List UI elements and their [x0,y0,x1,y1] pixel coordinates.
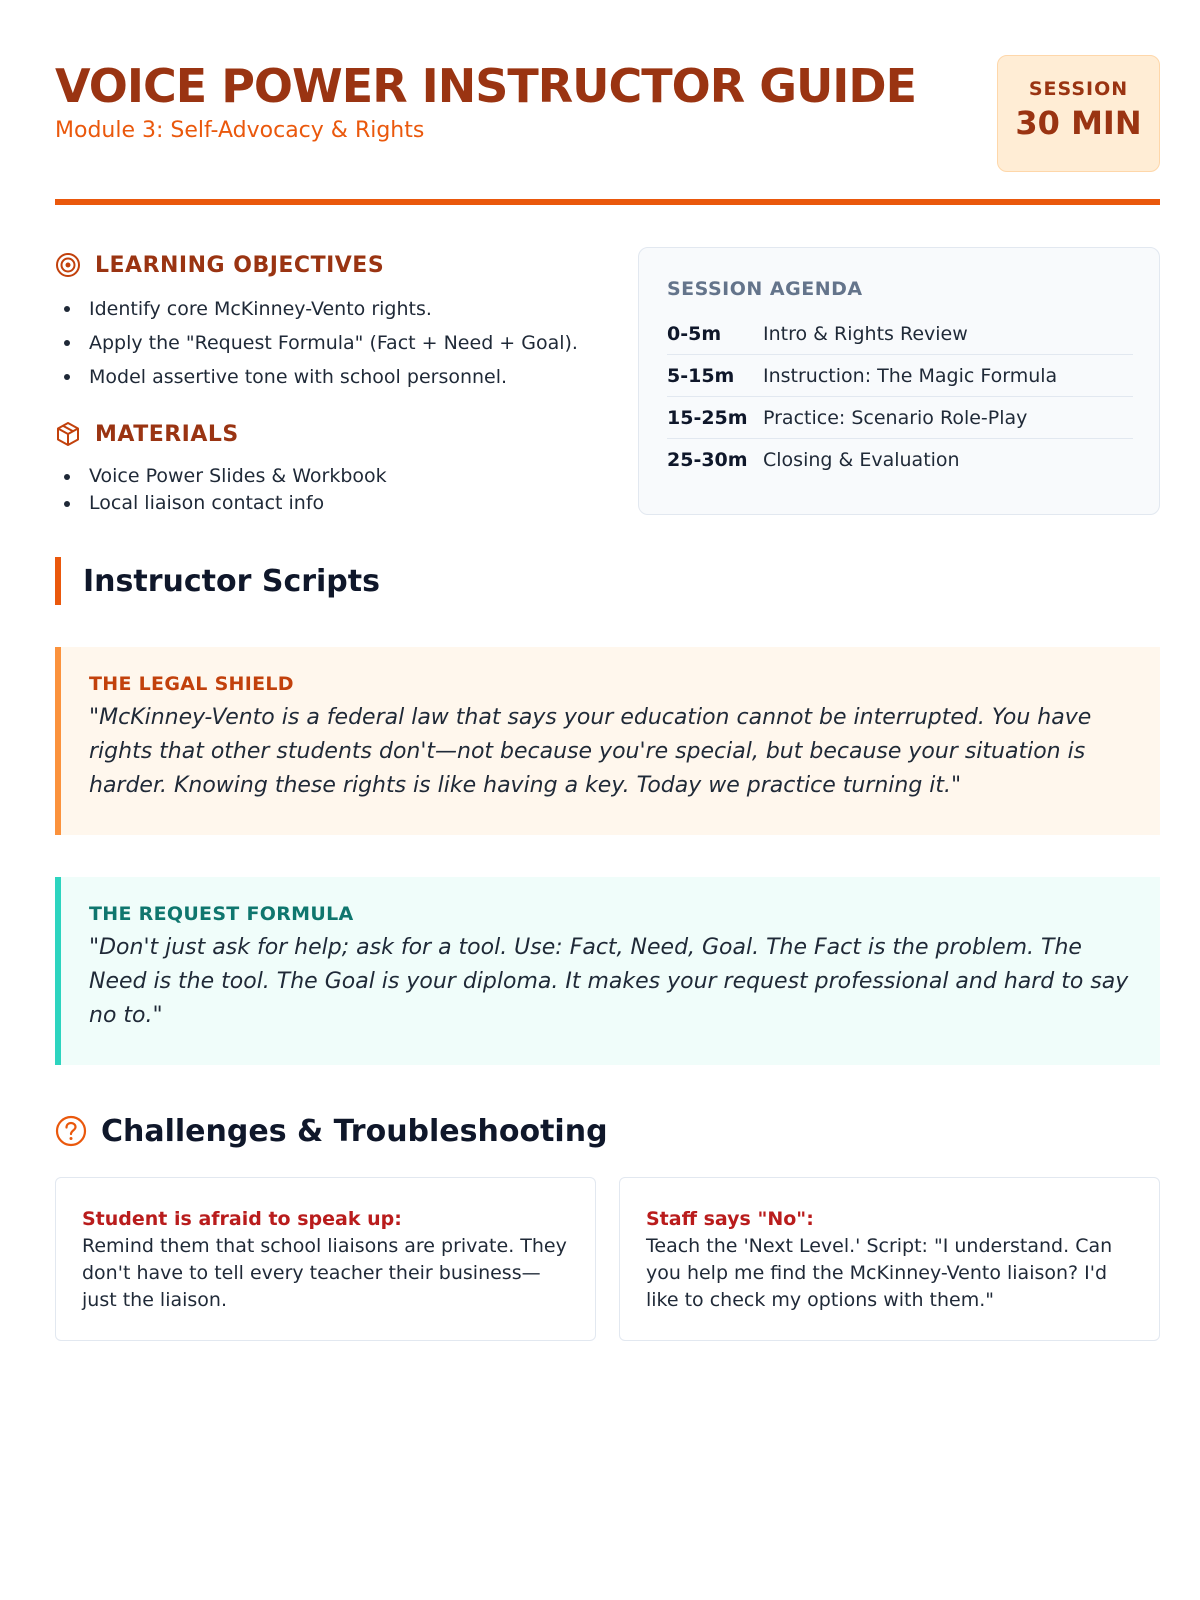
target-icon [55,252,81,278]
script-legal-shield [55,647,1160,835]
materials-list [55,463,387,517]
agenda-time: 25-30m [667,449,748,471]
challenge-card [619,1177,1160,1341]
objectives-heading-label: LEARNING OBJECTIVES [95,252,385,278]
instructor-guide-page [55,0,1160,1600]
agenda-task: Intro & Rights Review [763,322,968,345]
script-quote: "Don't just ask for help; ask for a tool. Use: Fact, Need, Goal. The Fact is the problem. The Need is the tool. The Goal is your diploma. It makes your request professional and hard to say no to." [89,935,1129,1028]
agenda-row [667,355,1133,397]
agenda-task: Instruction: The Magic Formula [763,364,1058,387]
list-item: Voice Power Slides & Workbook [55,463,387,490]
objectives-list [55,292,578,394]
challenge-title: Student is afraid to speak up: [82,1208,402,1230]
list-item: Model assertive tone with school personnel. [55,360,578,394]
session-agenda-card [638,247,1160,515]
script-request-formula [55,877,1160,1065]
package-icon [55,421,81,447]
list-item: Local liaison contact info [55,490,387,517]
scripts-heading [55,557,380,605]
session-value: 30 MIN [1015,104,1142,142]
script-label: THE LEGAL SHIELD [89,673,294,695]
materials-heading-label: MATERIALS [95,421,239,447]
scripts-heading-label: Instructor Scripts [83,563,380,599]
agenda-row [667,313,1133,355]
challenges-heading [55,1112,608,1150]
challenge-card [55,1177,596,1341]
agenda-table [667,313,1133,481]
materials-heading [55,419,239,449]
script-quote: "McKinney-Vento is a federal law that says your education cannot be interrupted. You have rights that other students don't—not because you're special, but because your situation is harder. Knowing these rights is like having a key. Today we practice turning it." [89,705,1092,798]
agenda-row [667,439,1133,481]
agenda-title: SESSION AGENDA [667,278,863,300]
session-label: SESSION [1028,78,1129,100]
challenge-text: Teach the 'Next Level.' Script: "I understand. Can you help me find the McKinney-Vento liaison? I'd like to check my options with them." [646,1235,1113,1311]
agenda-time: 5-15m [667,364,735,387]
script-label: THE REQUEST FORMULA [89,903,354,925]
help-circle-icon [55,1115,87,1147]
list-item: Identify core McKinney-Vento rights. [55,292,578,326]
guide-header [55,55,1160,170]
header-divider [55,199,1160,205]
agenda-time: 0-5m [667,322,722,345]
challenge-text: Remind them that school liaisons are private. They don't have to tell every teacher their business—just the liaison. [82,1235,567,1311]
challenge-title: Staff says "No": [646,1208,814,1230]
objectives-heading [55,250,384,280]
challenges-heading-label: Challenges & Troubleshooting [101,1113,608,1149]
agenda-task: Closing & Evaluation [763,449,960,471]
agenda-task: Practice: Scenario Role-Play [763,406,1028,429]
agenda-time: 15-25m [667,406,748,429]
list-item: Apply the "Request Formula" (Fact + Need + Goal). [55,326,578,360]
agenda-row [667,397,1133,439]
page-subtitle: Module 3: Self-Advocacy & Rights [55,118,425,143]
session-duration-badge [997,55,1160,172]
page-title: VOICE POWER INSTRUCTOR GUIDE [55,59,917,113]
